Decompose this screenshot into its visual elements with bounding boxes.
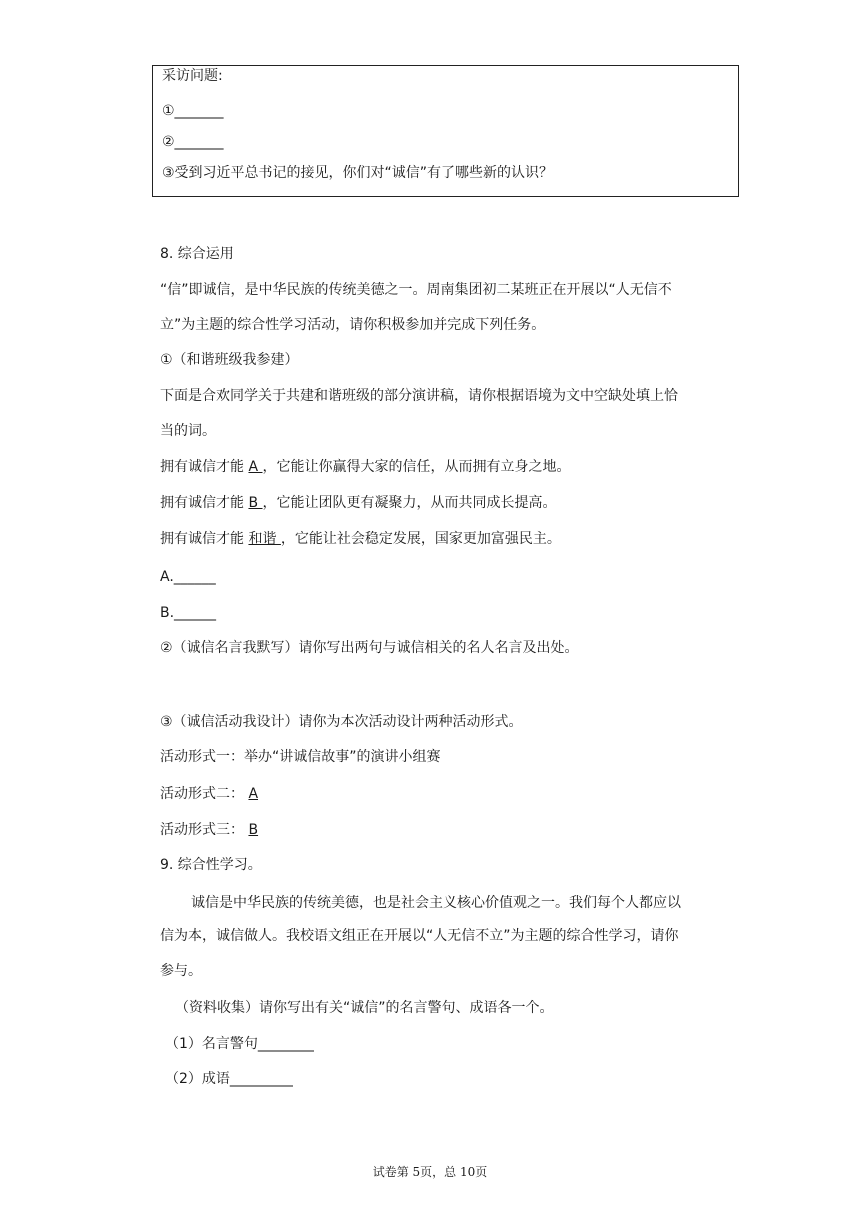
- section9-para-line2: 信为本，诚信做人。我校语文组正在开展以“人无信不立”为主题的综合性学习，请你: [160, 928, 679, 944]
- activity-form-2: [160, 784, 258, 804]
- answer-a: A.______: [160, 569, 216, 585]
- sentence-suffix: ，它能让团队更有凝聚力，从而共同成长提高。: [262, 495, 557, 511]
- interview-question-3: ③受到习近平总书记的接见，你们对“诚信”有了哪些新的认识？: [162, 165, 554, 181]
- sentence-suffix: ，它能让社会稳定发展，国家更加富强民主。: [280, 531, 561, 547]
- form-label: 活动形式二：: [160, 786, 244, 802]
- task1-title: ①（和谐班级我参建）: [160, 352, 299, 368]
- section9-item-2: （2）成语_________: [165, 1071, 293, 1087]
- form-label: 活动形式三：: [160, 822, 244, 838]
- sentence-suffix: ，它能让你赢得大家的信任，从而拥有立身之地。: [262, 459, 571, 475]
- blank-harmony: 和谐: [248, 531, 281, 547]
- blank-a: A: [248, 459, 263, 475]
- activity-form-1: 活动形式一：举办“讲诚信故事”的演讲小组赛: [160, 749, 441, 765]
- speech-sentence-2: [160, 493, 557, 513]
- section9-heading: 9. 综合性学习。: [160, 857, 262, 873]
- sentence-prefix: 拥有诚信才能: [160, 459, 244, 475]
- page-footer: 试卷第 5页，总 10页: [372, 1165, 488, 1179]
- interview-title: 采访问题:: [162, 68, 223, 84]
- section9-task: （资料收集）请你写出有关“诚信”的名言警句、成语各一个。: [175, 1000, 554, 1016]
- speech-sentence-3: [160, 529, 561, 549]
- section9-para-line3: 参与。: [160, 963, 202, 979]
- section8-intro-line2: 立”为主题的综合性学习活动，请你积极参加并完成下列任务。: [160, 317, 546, 333]
- activity-form-3: [160, 820, 258, 840]
- interview-question-2: ②_______: [162, 134, 224, 150]
- section8-intro-line1: “信”即诚信，是中华民族的传统美德之一。周南集团初二某班正在开展以“人无信不: [160, 282, 672, 298]
- sentence-prefix: 拥有诚信才能: [160, 495, 244, 511]
- section9-item-1: （1）名言警句________: [165, 1036, 314, 1052]
- task1-desc-line2: 当的词。: [160, 423, 216, 439]
- speech-sentence-1: [160, 457, 570, 477]
- answer-b: B.______: [160, 605, 217, 621]
- task2: ②（诚信名言我默写）请你写出两句与诚信相关的名人名言及出处。: [160, 640, 579, 656]
- blank-b: B: [248, 495, 263, 511]
- blank-a: A: [248, 786, 259, 802]
- interview-question-1: ①_______: [162, 103, 224, 119]
- section8-heading: 8. 综合运用: [160, 246, 234, 262]
- interview-questions-box: [152, 65, 739, 197]
- sentence-prefix: 拥有诚信才能: [160, 531, 244, 547]
- task1-desc-line1: 下面是合欢同学关于共建和谐班级的部分演讲稿，请你根据语境为文中空缺处填上恰: [160, 388, 678, 404]
- task3: ③（诚信活动我设计）请你为本次活动设计两种活动形式。: [160, 714, 523, 730]
- section9-para-line1: 诚信是中华民族的传统美德，也是社会主义核心价值观之一。我们每个人都应以: [191, 895, 681, 911]
- blank-b: B: [248, 822, 259, 838]
